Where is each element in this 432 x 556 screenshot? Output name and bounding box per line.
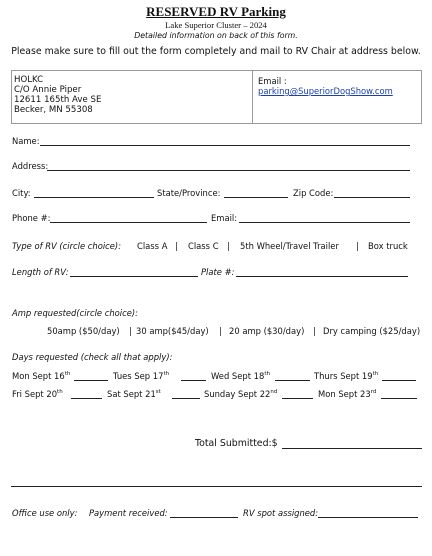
city-field[interactable] <box>34 197 154 198</box>
days-label: Days requested (check all that apply): <box>12 352 173 362</box>
state-label: State/Province: <box>157 188 221 198</box>
detail-note: Detailed information on back of this form. <box>134 31 298 40</box>
amp-option-dry[interactable]: Dry camping ($25/day) <box>323 326 421 336</box>
length-field[interactable] <box>70 276 198 277</box>
day-checkbox-line[interactable] <box>172 398 200 399</box>
day-thu-19: Thurs Sept 19th <box>314 371 379 381</box>
name-label: Name: <box>12 136 40 146</box>
zip-label: Zip Code: <box>293 188 334 198</box>
phone-label: Phone #: <box>12 213 51 223</box>
payment-received-label: Payment received: <box>89 508 168 518</box>
address-line: HOLKC <box>14 75 44 85</box>
amp-option-50[interactable]: 50amp ($50/day) <box>47 326 120 336</box>
address-line: 12611 165th Ave SE <box>14 95 102 105</box>
day-checkbox-line[interactable] <box>282 398 313 399</box>
amp-option-20[interactable]: 20 amp ($30/day) <box>229 326 305 336</box>
day-checkbox-line[interactable] <box>181 380 206 381</box>
box-divider <box>252 71 253 123</box>
address-field[interactable] <box>47 170 410 171</box>
email-contact <box>258 76 421 96</box>
plate-label: Plate #: <box>201 267 235 277</box>
total-field[interactable] <box>282 448 422 449</box>
rv-spot-label: RV spot assigned: <box>243 508 319 518</box>
name-field[interactable] <box>40 145 410 146</box>
rv-option-fifth-wheel[interactable]: 5th Wheel/Travel Trailer <box>240 241 339 251</box>
rv-type-label: Type of RV (circle choice): <box>12 241 122 251</box>
email-link[interactable]: parking@SuperiorDogShow.com <box>258 86 393 96</box>
office-divider <box>11 486 422 487</box>
day-fri-20: Fri Sept 20th <box>12 389 63 399</box>
state-field[interactable] <box>224 197 288 198</box>
day-checkbox-line[interactable] <box>382 380 416 381</box>
day-checkbox-line[interactable] <box>381 398 417 399</box>
day-wed-18: Wed Sept 18th <box>211 371 270 381</box>
day-sat-21: Sat Sept 21st <box>107 389 161 399</box>
phone-field[interactable] <box>50 222 207 223</box>
city-label: City: <box>12 188 31 198</box>
form-title: RESERVED RV Parking <box>146 4 286 19</box>
day-checkbox-line[interactable] <box>71 398 102 399</box>
email-field-label: Email: <box>211 213 238 223</box>
amp-label: Amp requested(circle choice): <box>12 308 138 318</box>
instructions: Please make sure to fill out the form completely and mail to RV Chair at address below. <box>11 46 421 57</box>
address-line: C/O Annie Piper <box>14 85 82 95</box>
day-mon-23: Mon Sept 23rd <box>318 389 377 399</box>
rv-separator: | <box>175 241 178 251</box>
address-label: Address: <box>12 161 49 171</box>
day-mon-16: Mon Sept 16th <box>12 371 71 381</box>
total-label: Total Submitted:$ <box>195 438 278 449</box>
amp-option-30[interactable]: 30 amp($45/day) <box>136 326 209 336</box>
plate-field[interactable] <box>236 276 408 277</box>
office-use-label: Office use only: <box>12 508 78 518</box>
cluster-subtitle: Lake Superior Cluster – 2024 <box>165 20 267 30</box>
rv-option-box-truck[interactable]: Box truck <box>368 241 408 251</box>
day-checkbox-line[interactable] <box>275 380 310 381</box>
mailing-address-box <box>11 70 422 124</box>
amp-separator: | <box>219 326 222 336</box>
payment-received-field[interactable] <box>170 517 238 518</box>
rv-option-class-c[interactable]: Class C <box>188 241 219 251</box>
day-checkbox-line[interactable] <box>74 380 108 381</box>
length-label: Length of RV: <box>12 267 69 277</box>
rv-separator: | <box>356 241 359 251</box>
address-line: Becker, MN 55308 <box>14 105 93 115</box>
rv-spot-field[interactable] <box>318 517 418 518</box>
email-field[interactable] <box>239 222 410 223</box>
email-label: Email : <box>258 76 287 86</box>
day-sun-22: Sunday Sept 22nd <box>204 389 278 399</box>
day-tue-17: Tues Sep 17th <box>113 371 170 381</box>
amp-separator: | <box>129 326 132 336</box>
zip-field[interactable] <box>334 197 410 198</box>
rv-option-class-a[interactable]: Class A <box>137 241 168 251</box>
rv-separator: | <box>227 241 230 251</box>
amp-separator: | <box>313 326 316 336</box>
